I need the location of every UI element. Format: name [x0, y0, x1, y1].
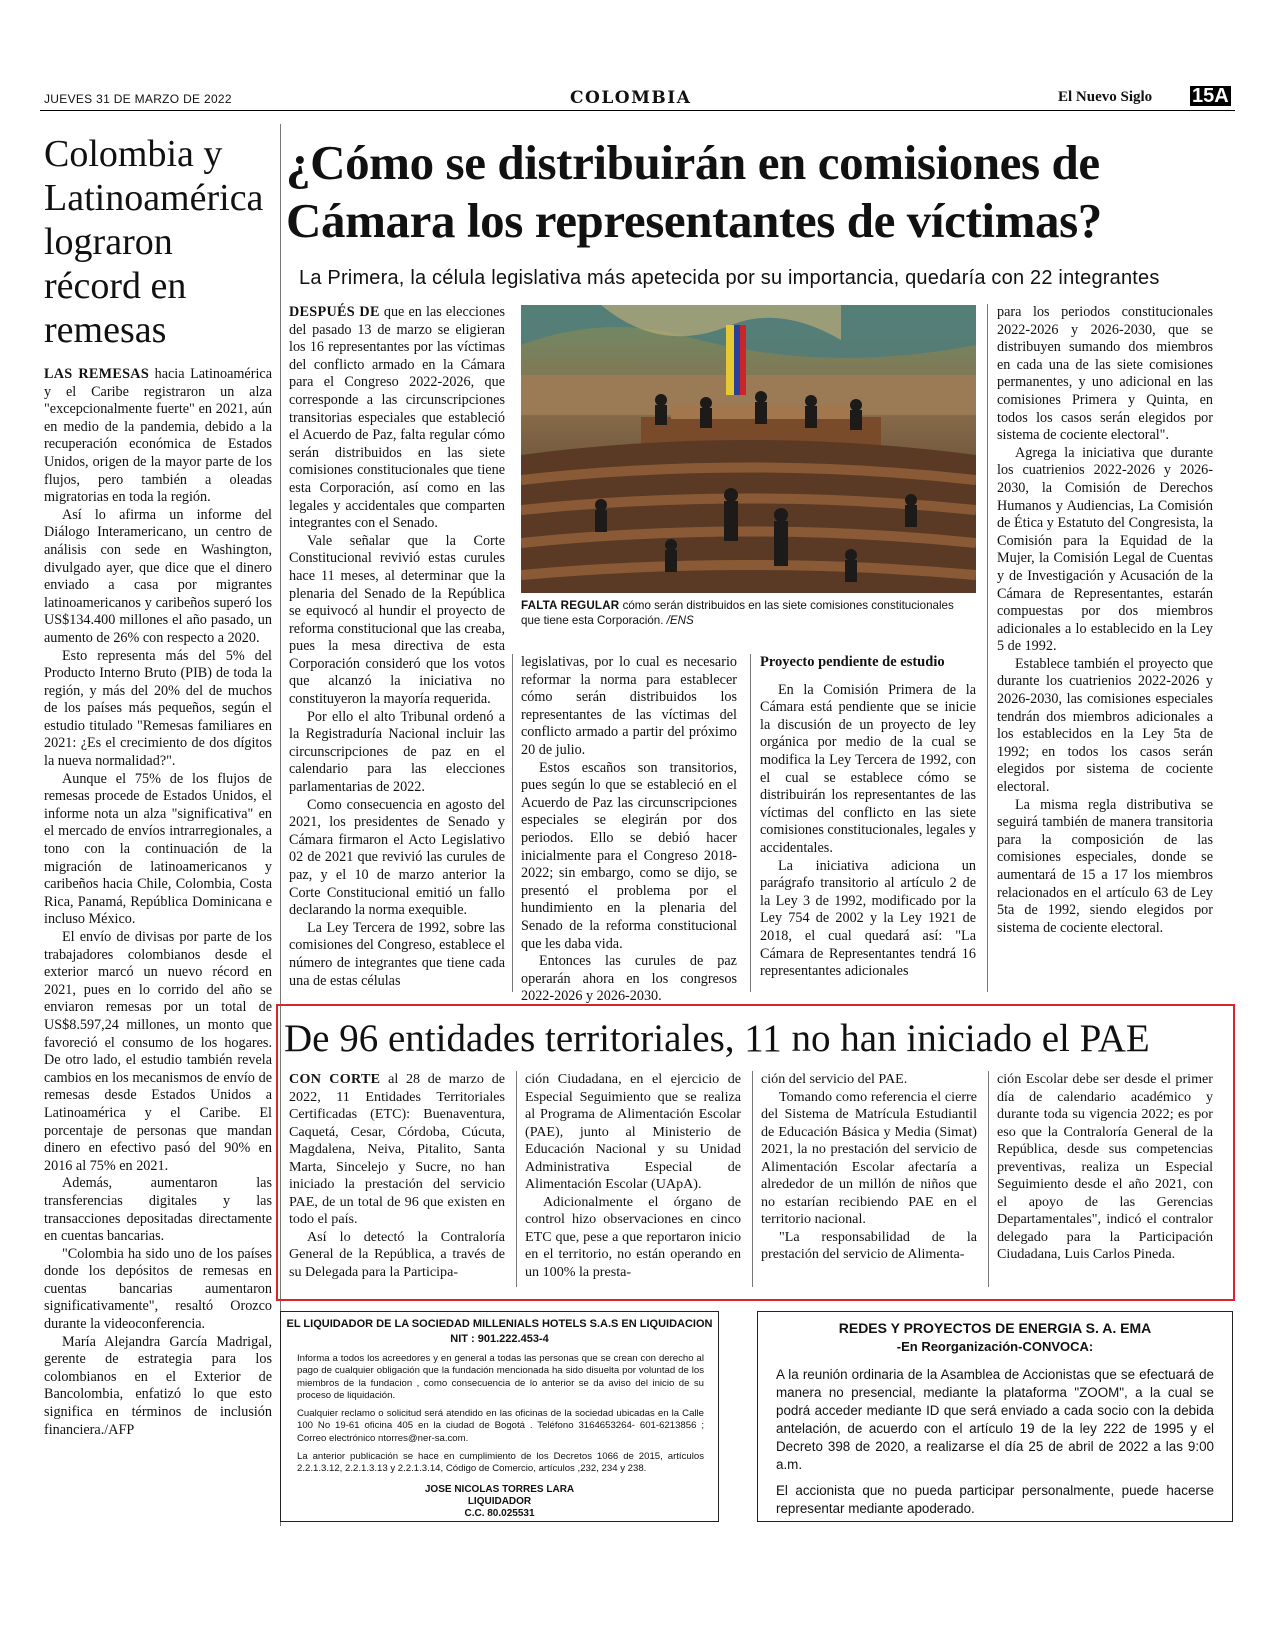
- main-paragraph: En la Comisión Primera de la Cámara está pendiente que se inicie la discusión de un proyecto de ley orgánica por medio de la cual se modifica la Ley Tercera de 1992, con el cual se establece cómo se distribuirán los representantes de las víctimas del conflicto en las siete comisiones constitucionales, legales y accidentales.: [760, 681, 976, 856]
- ad-paragraph: La anterior publicación se hace en cumplimiento de los Decretos 1066 de 2015, artículos 2.2.1.3.12, 2.2.1.3.13 y 2.2.1.3.14, Código de Comercio, artículos ,232, 234 y 238.: [297, 1451, 704, 1475]
- issue-date: JUEVES 31 DE MARZO DE 2022: [44, 92, 232, 106]
- pae-paragraph: Así lo detectó la Contraloría General de la República, a través de su Delegada para la Participa-: [289, 1228, 505, 1280]
- photo-credit: /ENS: [666, 614, 694, 627]
- pae-column-1: CON CORTE al 28 de marzo de 2022, 11 Entidades Territoriales Certificadas (ETC): Buenaventura, Caquetá, Cesar, Córdoba, Cúcuta, Magdalena, Neiva, Pitalito, Santa Marta, Sincelejo y Sucre, no han iniciado la prestación del servicio PAE, de un total de 96 que existen en todo el país. Así lo detectó la Contraloría General de la República, a través de su Delegada para la Participa-: [289, 1071, 505, 1280]
- column-divider: [750, 654, 751, 992]
- main-paragraph: Por ello el alto Tribunal ordenó a la Registraduría Nacional incluir las circunscripciones de paz en el calendario para las elecciones parlamentarias de 2022.: [289, 708, 505, 796]
- main-paragraph: Estos escaños son transitorios, pues según lo que se estableció en el Acuerdo de Paz las circunscripciones especiales se elegirán por dos periodos. Ello se debió hacer inicialmente para el Congreso 2018-2022; sin embargo, como se dijo, se presentó el problema por el hundimiento en la plenaria del Senado de la reforma constitucional que les daba vida.: [521, 759, 737, 952]
- sidebar-paragraph: "Colombia ha sido uno de los países donde los depósitos de remesas en cuentas bancarias aumentaron significativamente", resaltó Orozco durante la videoconferencia.: [44, 1245, 272, 1333]
- shareholders-meeting-ad: [757, 1311, 1233, 1522]
- chamber-photo-image: [521, 305, 976, 593]
- main-paragraph: Vale señalar que la Corte Constitucional revivió estas curules hace 11 meses, al determinar que la plenaria del Senado de la República se equivocó al hundir el proyecto de reforma constitucional que las creaba, pues la mesa directiva de esta Corporación consideró que los votos que alcanzó la iniciativa no constituyeron la mayoría requerida.: [289, 532, 505, 708]
- ad-paragraph: A la reunión ordinaria de la Asamblea de Accionistas que se efectuará de manera no presencial, mediante la plataforma "ZOOM", a la cual se podrá acceder mediante ID que será enviado a cada socio con la debida antelación, de acuerdo con el artículo 19 de la ley 222 de 1995 y el Decreto 398 de 2020, a realizarse el día 25 de abril de 2022 a las 9:00 a.m.: [776, 1367, 1214, 1472]
- main-lead: DESPUÉS DE: [289, 304, 380, 320]
- main-paragraph: La iniciativa adiciona un parágrafo transitorio al artículo 2 de la Ley 3 de 1992, modificado por la Ley 754 de 2002 y la Ley 1921 de 2018, el cual quedará así: "La Cámara de Representantes tendrá 16 representantes adicionales: [760, 857, 976, 980]
- ad-paragraph: Cualquier reclamo o solicitud será atendido en las oficinas de la sociedad ubicadas en la Calle 100 No 19-61 oficina 405 en la ciudad de Bogotá . Teléfono 3164653264- 601-6213856 ; Correo electrónico ntorres@ner-sa.com.: [297, 1408, 704, 1444]
- sidebar-paragraph: María Alejandra García Madrigal, gerente de estrategia para los colombianos en el Exterior de Bancolombia, enfatizó lo que esto significa en términos de inclusión financiera./AFP: [44, 1333, 272, 1438]
- main-paragraph: Como consecuencia en agosto del 2021, los presidentes de Senado y Cámara firmaron el Acto Legislativo 02 de 2021 que revivió las curules de paz, y el 10 de marzo anterior la Corte Constitucional emitió un fallo declarando la norma exequible.: [289, 796, 505, 919]
- pae-headline: De 96 entidades territoriales, 11 no han iniciado el PAE: [284, 1017, 1150, 1060]
- main-column-3: [760, 654, 976, 981]
- page-number: 15A: [1192, 85, 1229, 107]
- ad-paragraph: El accionista que no pueda participar personalmente, puede hacerse representar mediante apoderado.: [776, 1483, 1214, 1516]
- main-paragraph: La Ley Tercera de 1992, sobre las comisiones del Congreso, establece el número de integrantes que tiene cada una de estas células: [289, 919, 505, 989]
- header-rule: [40, 110, 1235, 111]
- pae-lead: CON CORTE: [289, 1071, 381, 1087]
- main-paragraph: para los periodos constitucionales 2022-2026 y 2026-2030, que se distribuyen sumando dos miembros en cada una de las siete comisiones permanentes, y uno adicional en las comisiones Primera y Quinta, en todos los casos serán elegidos por sistema de cociente electoral".: [997, 304, 1213, 444]
- sidebar-paragraph: Además, aumentaron las transferencias digitales y las transacciones depositadas directamente en cuentas bancarias.: [44, 1175, 272, 1245]
- caption-text: cómo serán distribuidos en las siete comisiones constitucionales que tiene esta Corporación.: [521, 599, 954, 627]
- main-paragraph: La misma regla distributiva se seguirá también de manera transitoria para la composición de las comisiones especiales, donde se aumentará de 15 a 17 los miembros relacionados en el artículo 63 de Ley 5ta de 1992, siendo elegidos por sistema de cociente electoral.: [997, 796, 1213, 936]
- sidebar-paragraph: Aunque el 75% de los flujos de remesas procede de Estados Unidos, el informe nota un alza "significativa" en el mercado de envíos intrarregionales, a tono con la continuación de la migración de latinoamericanos y caribeños hacia Chile, Colombia, Costa Rica, Panamá, República Dominicana e incluso México.: [44, 770, 272, 928]
- pae-paragraph: "La responsabilidad de la prestación del servicio de Alimenta-: [761, 1228, 977, 1262]
- subheading: Proyecto pendiente de estudio: [760, 654, 945, 670]
- ad-subtitle: -En Reorganización-CONVOCA:: [896, 1339, 1094, 1354]
- column-divider: [988, 1071, 989, 1287]
- sidebar-body: [44, 366, 272, 1439]
- sidebar-paragraph: El envío de divisas por parte de los trabajadores colombianos desde el exterior marcó un nuevo récord en 2021, pues en lo corrido del año se enviaron remesas por un total de US$8.597,24 millones, un monto que favoreció el consumo de los hogares. De otro lado, el estudio también revela cambios en los mecanismos de envío de remesas desde Estados Unidos a Latinoamérica y el Caribe. El porcentaje de personas que mandan dinero en efectivo pasó del 90% en 2016 al 75% en 2021.: [44, 929, 272, 1174]
- pae-column-2: [525, 1071, 741, 1281]
- pae-paragraph: ción del servicio del PAE.: [761, 1071, 908, 1087]
- main-paragraph: legislativas, por lo cual es necesario reformar la norma para establecer cómo serán distribuidos los representantes de las víctimas del conflicto armado a partir del próximo 20 de julio.: [521, 654, 737, 758]
- main-subtitle: La Primera, la célula legislativa más apetecida por su importancia, quedaría con 22 integrantes: [299, 267, 1160, 289]
- pae-column-4: [997, 1071, 1213, 1264]
- column-divider: [752, 1071, 753, 1287]
- sidebar-lead: LAS REMESAS: [44, 366, 150, 382]
- ad-signer-role: LIQUIDADOR: [467, 1495, 532, 1507]
- main-headline: ¿Cómo se distribuirán en comisiones de Cámara los representantes de víctimas?: [286, 135, 1102, 248]
- main-column-1: DESPUÉS DE que en las elecciones del pasado 13 de marzo se eligieran los 16 representantes por las víctimas del conflicto armado en la Cámara para el Congreso 2022-2026, que corresponde a las circunscripciones transitorias especiales que estableció el Acuerdo de Paz, falta regular cómo serán distribuidos en las siete comisiones constitucionales que tiene esta Corporación, así como en las legales y accidentales que comparten integrantes con el Senado. Vale señalar que la Corte Constitucional revivió estas curules hace 11 meses, al determinar que la plenaria del Senado de la República se equivocó al hundir el proyecto de reforma constitucional que las creaba, pues la mesa directiva de esta Corporación consideró que los votos que alcanzó la iniciativa no constituyeron la mayoría requerida. Por ello el alto Tribunal ordenó a la Registraduría Nacional incluir las circunscripciones de paz en el calendario para las elecciones parlamentarias de 2022. Como consecuencia en agosto del 2021, los presidentes de Senado y Cámara firmaron el Acto Legislativo 02 de 2021 que revivió las curules de paz, y el 10 de marzo anterior la Corte Constitucional emitió un fallo declarando la norma exequible. La Ley Tercera de 1992, sobre las comisiones del Congreso, establece el número de integrantes que tiene cada una de estas células: [289, 304, 505, 989]
- pae-paragraph: Tomando como referencia el cierre del Sistema de Matrícula Estudiantil de Educación Básica y Media (Simat) 2021, la no prestación del servicio de Alimentación Escolar afectaría a alrededor de un millón de niños que no estarían recibiendo PAE en el territorio nacional.: [761, 1088, 977, 1227]
- column-divider: [516, 1071, 517, 1287]
- ad-signer-id: C.C. 80.025531: [464, 1507, 535, 1519]
- caption-lead: FALTA REGULAR: [521, 599, 620, 612]
- pae-paragraph: ción Escolar debe ser desde el primer día de calendario académico y durante toda su vigencia 2022; es por eso que la Contraloría General de la República, desde sus competencias preventivas, realiza un Especial Seguimiento desde el año 2021, con el apoyo de las Gerencias Departamentales", indicó el contralor delegado para la Participación Ciudadana, Luis Carlos Pineda.: [997, 1071, 1213, 1262]
- ad-nit: NIT : 901.222.453-4: [450, 1333, 549, 1345]
- pae-paragraph: Adicionalmente el órgano de control hizo observaciones en cinco ETC que, pese a que reportaron inicio en el territorio, no están operando en un 100% la presta-: [525, 1193, 741, 1280]
- main-column-4: [997, 304, 1213, 937]
- photo-caption: [521, 598, 976, 628]
- column-divider: [512, 654, 513, 992]
- sidebar-headline: Colombia y Latinoamérica lograron récord en remesas: [44, 133, 264, 351]
- ad-paragraph: Informa a todos los acreedores y en general a todas las personas que se crean con derecho al pago de cualquier obligación que la fundación mencionada ha sido disuelta por voluntad de los miembros de la fundacion , como consecuencia de lo anterior se da aviso del inicio de su proceso de liquidación.: [297, 1353, 704, 1401]
- main-paragraph: Entonces las curules de paz operarán ahora en los congresos 2022-2026 y 2026-2030.: [521, 953, 737, 1005]
- main-paragraph: Agrega la iniciativa que durante los cuatrienios 2022-2026 y 2026-2030, la Comisión de Derechos Humanos y Audiencias, La Comisión de Ética y Estatuto del Congresista, la Comisión para la Equidad de la Mujer, la Comisión Legal de Cuentas y de Investigación y Acusación de la Cámara de Representantes, estarán compuestas por dos miembros adicionales a lo establecido en la Ley 5 de 1992.: [997, 444, 1213, 655]
- liquidation-notice-ad: [280, 1311, 719, 1522]
- pae-paragraph: ción Ciudadana, en el ejercicio de Especial Seguimiento que se realiza al Programa de Alimentación Escolar (PAE), junto al Ministerio de Educación Nacional y su Unidad Administrativa Especial de Alimentación Escolar (UApA).: [525, 1071, 741, 1192]
- sidebar-paragraph: Así lo afirma un informe del Diálogo Interamericano, un centro de análisis con sede en Washington, divulgado ayer, que dice que el dinero enviado a casa por migrantes latinoamericanos y caribeños superó los US$134.400 millones el año pasado, un aumento de 26% con respecto a 2020.: [44, 506, 272, 646]
- main-column-2: [521, 654, 737, 1006]
- sidebar-paragraph: Esto representa más del 5% del Producto Interno Bruto (PIB) de toda la región, y más del 20% del de muchos de los países más pequeños, según el estudio titulado "Remesas familiares en 2021: ¿Es el crecimiento de dos dígitos la nueva normalidad?".: [44, 647, 272, 770]
- pae-column-3: [761, 1071, 977, 1264]
- chamber-photo: [521, 305, 976, 593]
- newspaper-name: El Nuevo Siglo: [1058, 89, 1153, 105]
- section-name: COLOMBIA: [570, 88, 692, 108]
- ad-title: EL LIQUIDADOR DE LA SOCIEDAD MILLENIALS HOTELS S.A.S EN LIQUIDACION: [286, 1318, 713, 1330]
- main-paragraph: Establece también el proyecto que durante los cuatrienios 2022-2026 y 2026-2030, las comisiones especiales tendrán dos miembros adicionales a los establecidos en la Ley 5ta de 1992; en todos los casos serán elegidos por sistema de cociente electoral.: [997, 655, 1213, 796]
- ad-signer: JOSE NICOLAS TORRES LARA: [424, 1483, 575, 1495]
- sidebar-paragraph: LAS REMESAS hacia Latinoamérica y el Caribe registraron un alza "excepcionalmente fuerte" en 2021, aún en medio de la pandemia, debido a la recuperación económica de Estados Unidos, origen de la mayor parte de los flujos, pero también a oleadas migratorias en toda la región.: [44, 366, 272, 506]
- ad-title: REDES Y PROYECTOS DE ENERGIA S. A. EMA: [838, 1320, 1152, 1336]
- column-divider: [987, 304, 988, 992]
